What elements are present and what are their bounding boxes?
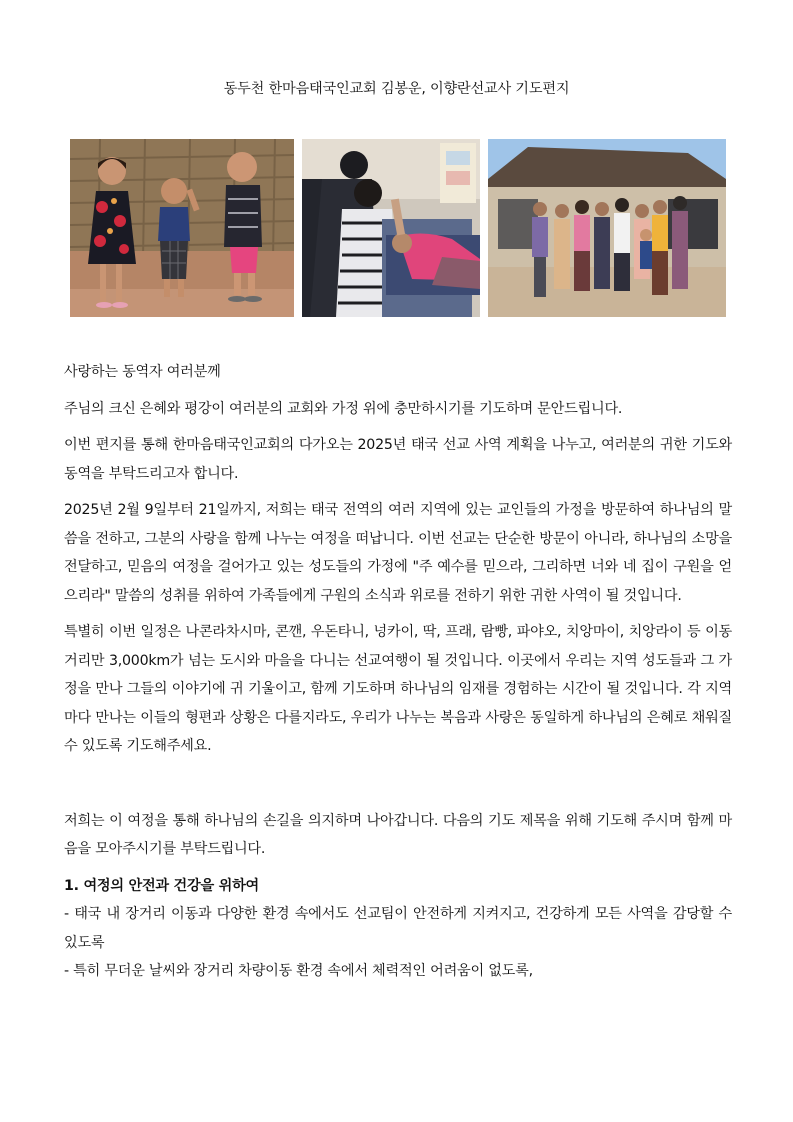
prayer-item: - 특히 무더운 날씨와 장거리 차량이동 환경 속에서 체력적인 어려움이 없도록, [64, 963, 533, 979]
paragraph: 이번 편지를 통해 한마음태국인교회의 다가오는 2025년 태국 선교 사역 계획을 나누고, 여러분의 귀한 기도와 동역을 부탁드리고자 합니다. [64, 437, 732, 482]
greeting: 사랑하는 동역자 여러분께 [64, 364, 221, 380]
paragraph: 특별히 이번 일정은 나콘라차시마, 콘깬, 우돈타니, 넝카이, 딱, 프래, 람빵, 파야오, 치앙마이, 치앙라이 등 이동거리만 3,000km가 넘는 도시와 마을을 다니는 선교여행이 될 것입니다. 이곳에서 우리는 지역 성도들과 그 가정을 만나 그들의 이야기에 귀 기울이고, 함께 기도하며 하나님의 임재를 경험하는 시간이 될 것입니다. 각 지역마다 만나는 이들의 형편과 상황은 다를지라도, 우리가 나누는 복음과 사랑은 동일하게 하나님의 은혜로 채워질 수 있도록 기도해주세요. [64, 624, 732, 754]
photo-group [488, 139, 726, 317]
letter-title: 동두천 한마음태국인교회 김봉운, 이향란선교사 기도편지 [223, 81, 570, 97]
paragraph: 2025년 2월 9일부터 21일까지, 저희는 태국 전역의 여러 지역에 있는 교인들의 가정을 방문하여 하나님의 말씀을 전하고, 그분의 사랑을 함께 나누는 여정을 떠납니다. 이번 선교는 단순한 방문이 아니라, 하나님의 소망을 전달하고, 믿음의 여정을 걸어가고 있는 성도들의 가정에 "주 예수를 믿으라, 그리하면 너와 네 집이 구원을 얻으리라" 말씀의 성취를 위하여 가족들에게 구원의 소식과 위로를 전하기 위한 귀한 사역이 될 것입니다. [64, 502, 732, 604]
prayer-heading: 1. 여정의 안전과 건강을 위하여 [64, 877, 259, 894]
letter-body [64, 358, 732, 986]
photo-bedside-prayer [302, 139, 480, 317]
paragraph: 저희는 이 여정을 통해 하나님의 손길을 의지하며 나아갑니다. 다음의 기도 제목을 위해 기도해 주시며 함께 마음을 모아주시기를 부탁드립니다. [64, 812, 732, 857]
paragraph: 주님의 크신 은혜와 평강이 여러분의 교회와 가정 위에 충만하시기를 기도하며 문안드립니다. [64, 400, 623, 417]
prayer-item: - 태국 내 장거리 이동과 다양한 환경 속에서도 선교팀이 안전하게 지켜지고, 건강하게 모든 사역을 감당할 수 있도록 [64, 906, 732, 951]
photo-children [70, 139, 294, 317]
